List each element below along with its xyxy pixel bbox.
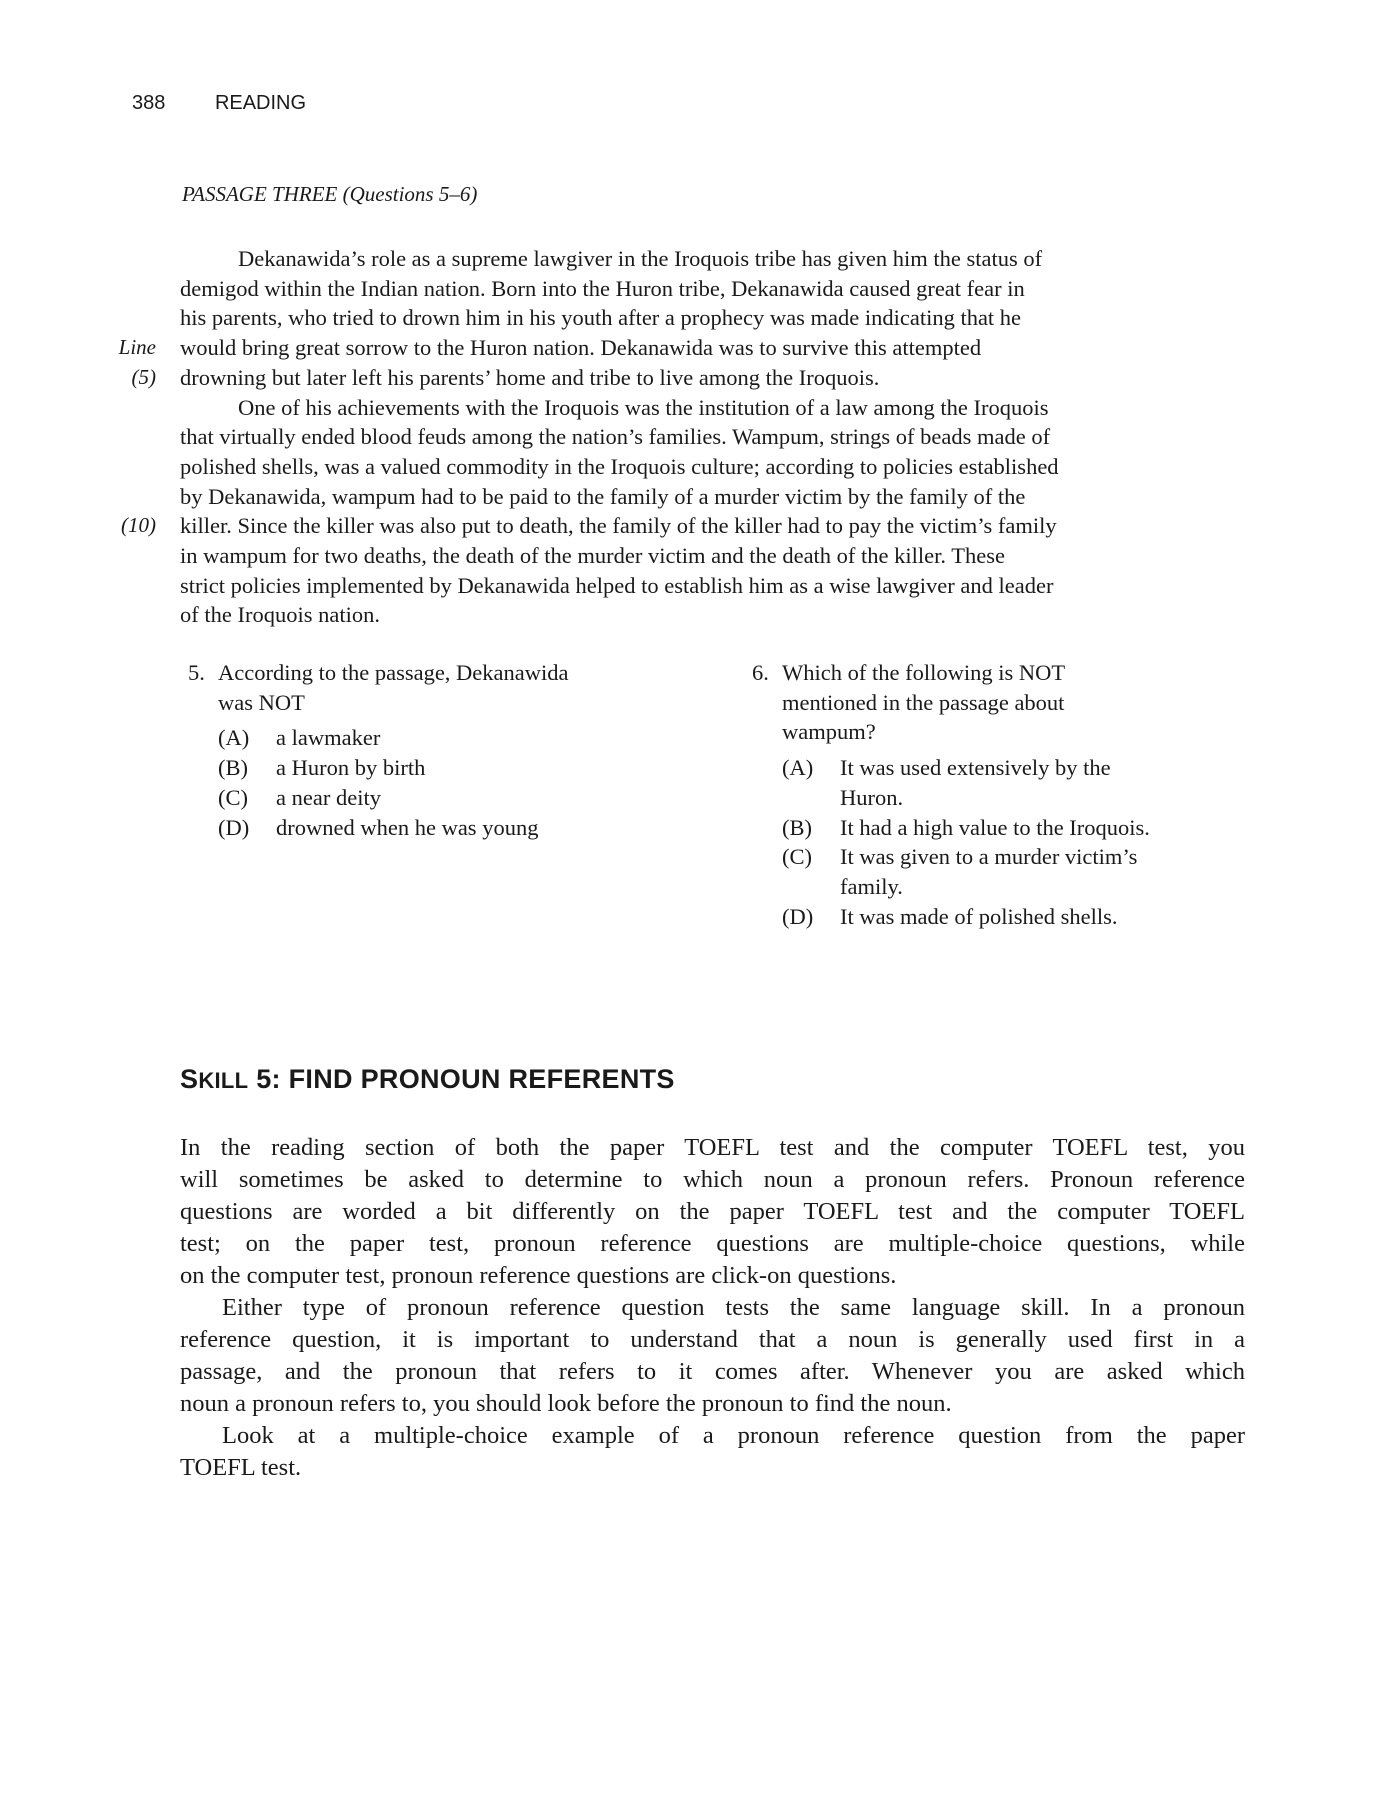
question-6 bbox=[752, 658, 1150, 931]
line-number: Line bbox=[118, 335, 156, 360]
body-line: reference question, it is important to understand that a noun is generally used first in a bbox=[180, 1326, 1245, 1353]
body-line: TOEFL test. bbox=[180, 1454, 302, 1481]
option-text: Huron. bbox=[840, 784, 904, 810]
line-number: (5) bbox=[131, 364, 156, 389]
option-text: a near deity bbox=[276, 784, 381, 810]
body-line: questions are worded a bit differently on the paper TOEFL test and the computer TOEFL bbox=[180, 1198, 1245, 1225]
question-stem-line bbox=[752, 717, 1150, 747]
option-letter bbox=[782, 872, 840, 902]
option-letter bbox=[782, 783, 840, 813]
skill-body-text bbox=[180, 1132, 1245, 1484]
body-line: on the computer test, pronoun reference questions are click-on questions. bbox=[180, 1262, 897, 1289]
passage-line: polished shells, was a valued commodity in the Iroquois culture; according to policies established bbox=[180, 453, 1059, 479]
question-stem-text: According to the passage, Dekanawida bbox=[218, 660, 569, 685]
option-text: family. bbox=[840, 873, 903, 899]
passage-line: One of his achievements with the Iroquois was the institution of a law among the Iroquois bbox=[238, 394, 1049, 420]
body-line: will sometimes be asked to determine to which noun a pronoun refers. Pronoun reference bbox=[180, 1166, 1245, 1193]
option-text: drowned when he was young bbox=[276, 814, 539, 840]
option-letter: (B) bbox=[218, 755, 248, 781]
answer-option[interactable] bbox=[218, 813, 569, 843]
skill-title: 5: FIND PRONOUN REFERENTS bbox=[248, 1064, 675, 1094]
option-letter: (D) bbox=[218, 814, 250, 840]
skill-prefix: S bbox=[180, 1064, 199, 1094]
question-stem-text: mentioned in the passage about bbox=[782, 689, 1065, 715]
question-stem-line bbox=[752, 658, 1150, 688]
answer-option[interactable] bbox=[782, 842, 1150, 872]
question-stem-text: was NOT bbox=[218, 689, 305, 715]
skill-heading bbox=[180, 1064, 675, 1095]
question-number bbox=[752, 688, 782, 718]
answer-option[interactable] bbox=[782, 783, 1150, 813]
page-number: 388 bbox=[132, 92, 166, 114]
option-letter: (C) bbox=[782, 844, 812, 870]
running-header bbox=[132, 92, 350, 115]
question-5 bbox=[188, 658, 569, 842]
passage-line: his parents, who tried to drown him in his youth after a prophecy was made indicating that he bbox=[180, 305, 1022, 331]
option-text: a lawmaker bbox=[276, 725, 381, 751]
question-stem-line bbox=[188, 658, 569, 688]
body-line: In the reading section of both the paper TOEFL test and the computer TOEFL test, you bbox=[180, 1134, 1245, 1161]
answer-option[interactable] bbox=[782, 813, 1150, 843]
passage-line: Dekanawida’s role as a supreme lawgiver in the Iroquois tribe has given him the status of bbox=[238, 246, 1043, 271]
line-number: (10) bbox=[121, 513, 156, 538]
body-line: noun a pronoun refers to, you should look before the pronoun to find the noun. bbox=[180, 1390, 952, 1417]
question-number bbox=[188, 688, 218, 718]
passage-line: (5) drowning but later left his parents’ home and tribe to live among the Iroquois. bbox=[180, 363, 1260, 393]
option-text: It was given to a murder victim’s bbox=[840, 844, 1138, 870]
answer-option[interactable] bbox=[782, 753, 1150, 783]
option-letter: (D) bbox=[782, 903, 814, 929]
passage-line: strict policies implemented by Dekanawida helped to establish him as a wise lawgiver and leader bbox=[180, 572, 1054, 598]
passage-line: in wampum for two deaths, the death of the murder victim and the death of the killer. These bbox=[180, 543, 1005, 569]
body-line: Either type of pronoun reference question tests the same language skill. In a pronoun bbox=[222, 1294, 1245, 1321]
answer-option[interactable] bbox=[218, 753, 569, 783]
skill-prefix-small: KILL bbox=[198, 1068, 249, 1093]
passage-line: that virtually ended blood feuds among the nation’s families. Wampum, strings of beads made of bbox=[180, 424, 1051, 450]
option-letter: (A) bbox=[218, 725, 250, 751]
question-stem-line bbox=[188, 688, 569, 718]
option-letter: (C) bbox=[218, 784, 248, 810]
question-stem-text: Which of the following is NOT bbox=[782, 660, 1066, 685]
passage-line: of the Iroquois nation. bbox=[180, 602, 380, 628]
option-text: a Huron by birth bbox=[276, 755, 426, 781]
question-stem-line bbox=[752, 688, 1150, 718]
option-text: It was made of polished shells. bbox=[840, 903, 1118, 929]
passage-title: PASSAGE THREE (Questions 5–6) bbox=[182, 182, 478, 206]
body-line: Look at a multiple-choice example of a pronoun reference question from the paper bbox=[222, 1422, 1245, 1449]
option-text: It had a high value to the Iroquois. bbox=[840, 814, 1150, 840]
question-number: 5. bbox=[188, 660, 205, 685]
passage-line: (10) killer. Since the killer was also put to death, the family of the killer had to pay the victim’s family bbox=[180, 511, 1260, 541]
body-line: test; on the paper test, pronoun reference questions are multiple-choice questions, while bbox=[180, 1230, 1245, 1257]
answer-option[interactable] bbox=[782, 902, 1150, 932]
answer-option[interactable] bbox=[218, 783, 569, 813]
question-stem-text: wampum? bbox=[782, 719, 876, 745]
answer-option[interactable] bbox=[218, 723, 569, 753]
option-text: It was used extensively by the bbox=[840, 755, 1111, 781]
passage-line: demigod within the Indian nation. Born into the Huron tribe, Dekanawida caused great fear in bbox=[180, 275, 1025, 301]
body-line: passage, and the pronoun that refers to it comes after. Whenever you are asked which bbox=[180, 1358, 1245, 1385]
question-number: 6. bbox=[752, 660, 769, 685]
passage-text bbox=[118, 244, 1260, 630]
passage-line: by Dekanawida, wampum had to be paid to the family of a murder victim by the family of the bbox=[180, 483, 1026, 509]
option-letter: (B) bbox=[782, 814, 812, 840]
section-title: READING bbox=[214, 92, 307, 114]
option-letter: (A) bbox=[782, 755, 814, 781]
passage-line: Line would bring great sorrow to the Huron nation. Dekanawida was to survive this attempted bbox=[180, 333, 1260, 363]
question-number bbox=[752, 717, 782, 747]
answer-option[interactable] bbox=[782, 872, 1150, 902]
